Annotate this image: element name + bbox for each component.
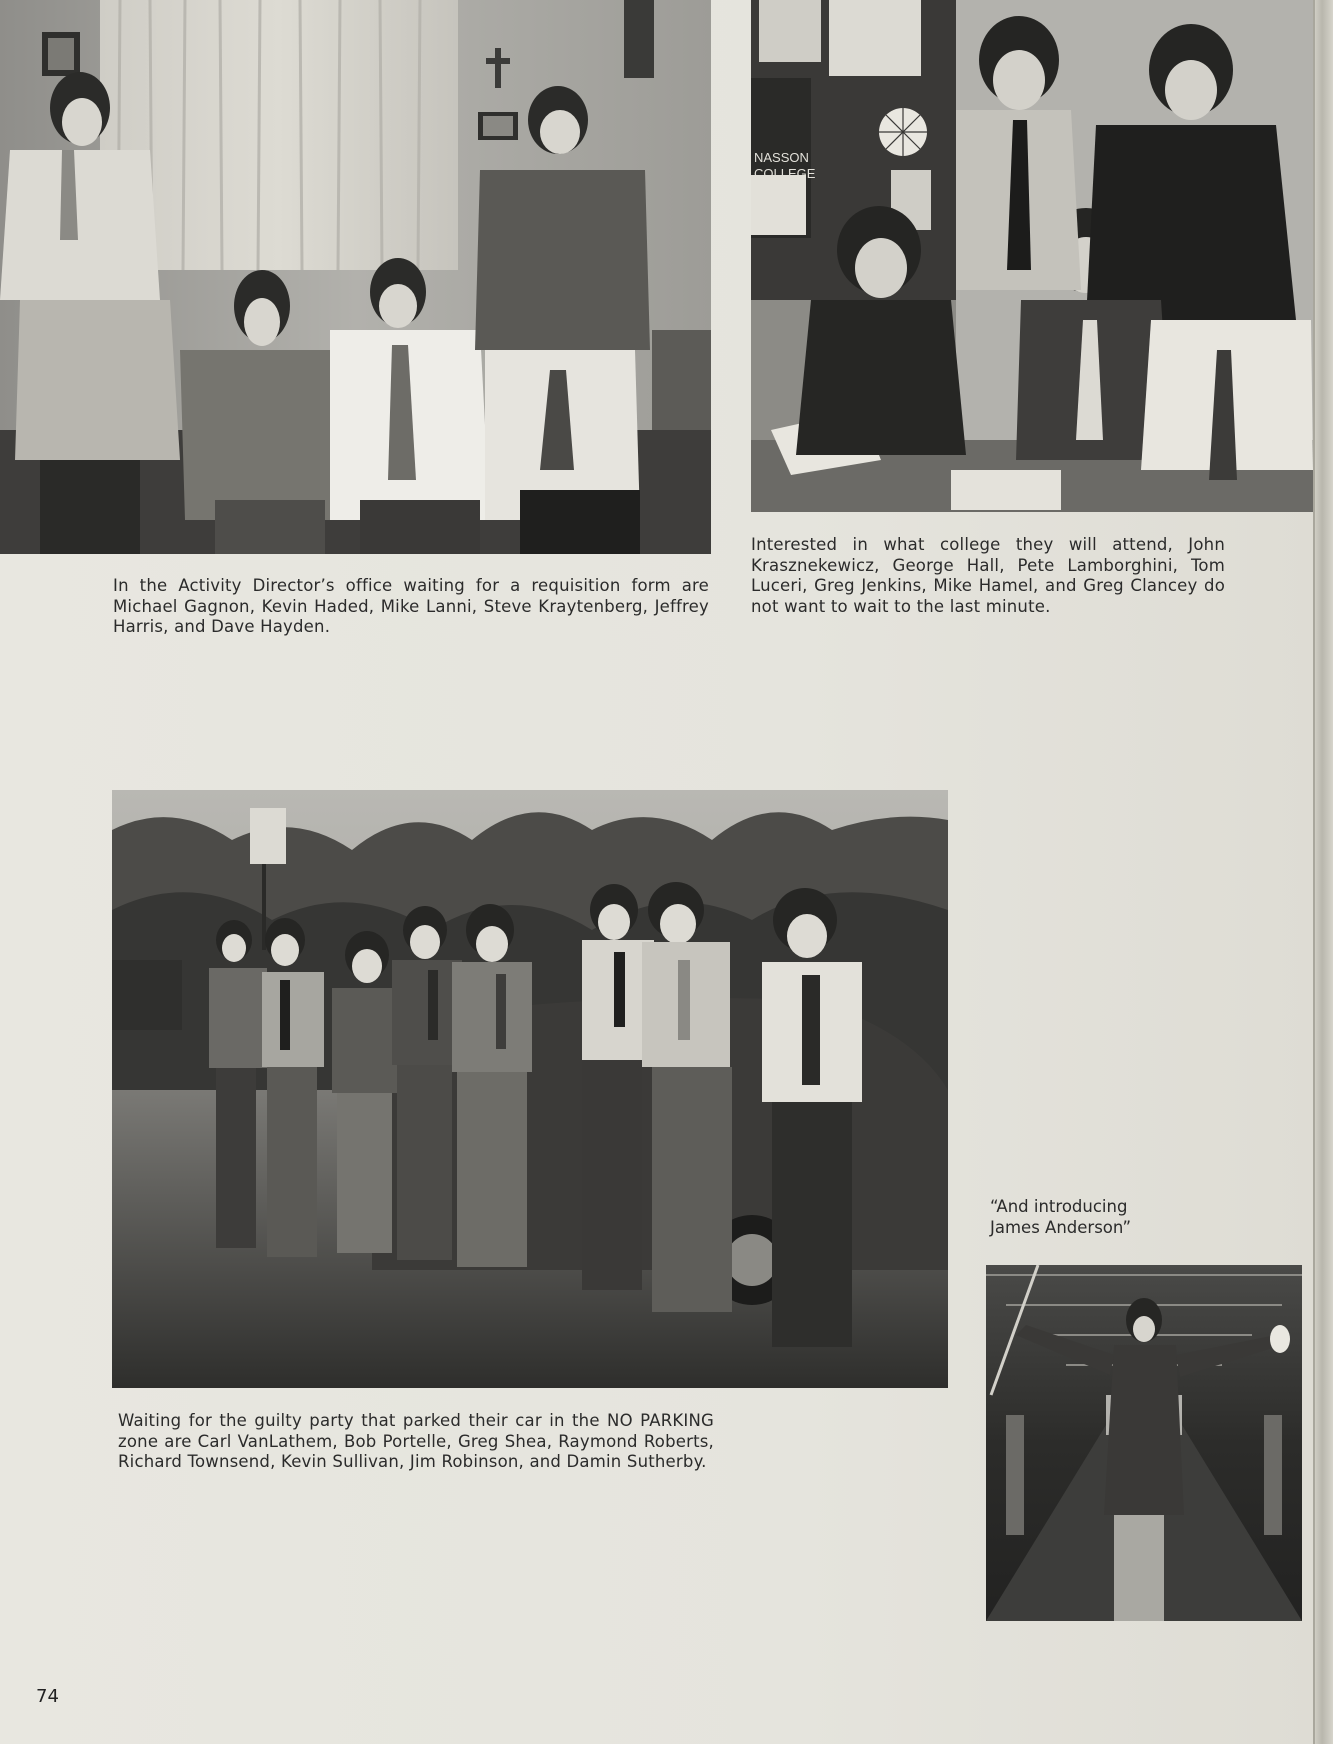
anderson-caption-line2: James Anderson”: [990, 1217, 1131, 1237]
parking-group-photo: [112, 790, 948, 1388]
anderson-hallway-photo: [986, 1265, 1302, 1621]
binding-gutter: [1315, 0, 1333, 1744]
college-photo-caption: Interested in what college they will attend, John Krasznekewicz, George Hall, Pete Lamborghini, Tom Luceri, Greg Jenkins, Mike Hamel, and Greg Clancey do not want to wait to the last minute.: [751, 535, 1225, 616]
college-sign-line1: NASSON: [754, 150, 809, 165]
office-group-photo: [0, 0, 711, 554]
college-group-photo: [751, 0, 1313, 512]
office-photo-caption: In the Activity Director’s office waiting for a requisition form are Michael Gagnon, Kevin Haded, Mike Lanni, Steve Kraytenberg, Jeffrey Harris, and Dave Hayden.: [113, 576, 709, 636]
anderson-photo-caption: [990, 1197, 1190, 1238]
college-sign-line2: COLLEGE: [754, 166, 816, 181]
anderson-caption-line1: “And introducing: [990, 1197, 1128, 1216]
parking-photo-caption: Waiting for the guilty party that parked their car in the NO PARKING zone are Carl VanLathem, Bob Portelle, Greg Shea, Raymond Roberts, Richard Townsend, Kevin Sullivan, Jim Robinson, and Damin Sutherby.: [118, 1411, 714, 1471]
page-number: 74: [36, 1686, 59, 1707]
